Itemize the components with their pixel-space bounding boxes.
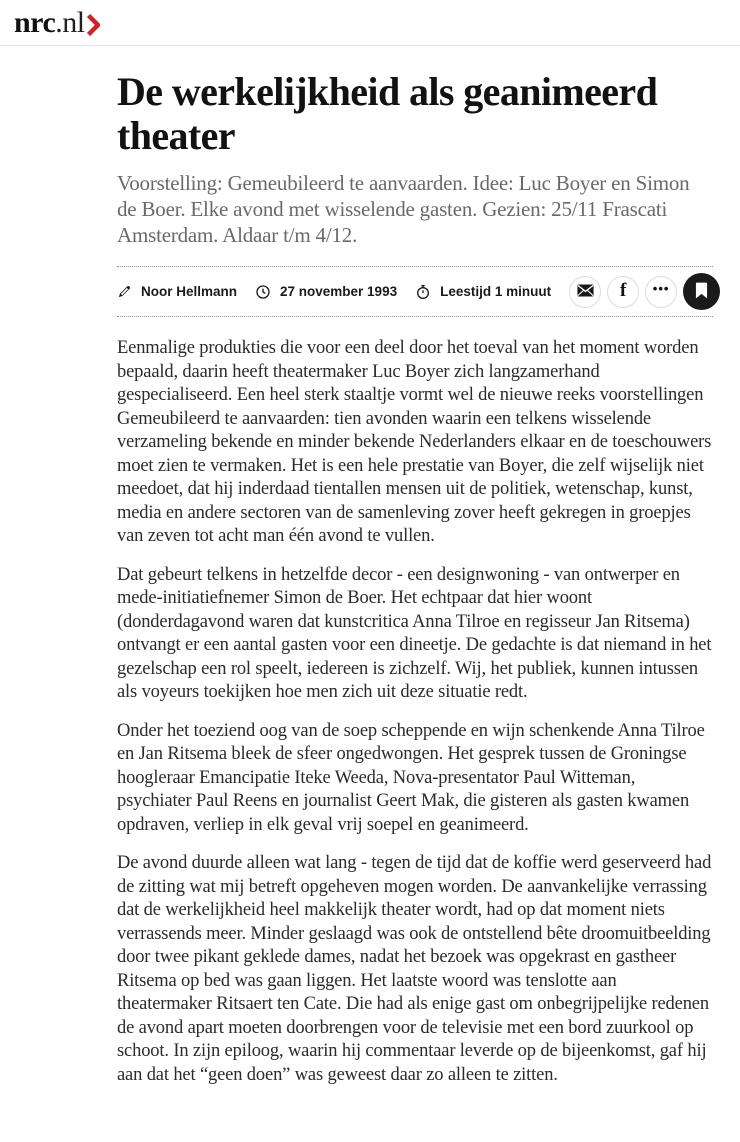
logo-text-light: .nl (55, 5, 85, 39)
more-options-icon: ••• (652, 281, 670, 296)
byline-bar (117, 266, 713, 317)
bookmark-icon (695, 282, 708, 302)
article-intro: Voorstelling: Gemeubileerd te aanvaarden. Idee: Luc Boyer en Simon de Boer. Elke avond met wisselende gasten. Gezien: 25/11 Frascati Amsterdam. Aldaar t/m 4/12. (117, 171, 690, 247)
nrc-logo[interactable] (14, 5, 100, 39)
bookmark-button[interactable] (683, 273, 720, 310)
share-facebook-button[interactable] (607, 276, 639, 308)
paragraph-1: Eenmalige produkties die voor een deel door het toeval van het moment worden bepaald, daarin heeft theatermaker Luc Boyer zich langzamerhand gespecialiseerd. Een heel sterk staaltje vormt wel de nieuwe reeks voorstellingen Gemeubileerd te aanvaarden: tien avonden waarin een telkens wisselende verzameling bekende en minder bekende Nederlanders elkaar en de toeschouwers moet zien te vermaken. Het is een hele prestatie van Boyer, die zelf wijselijk niet meedoet, dat hij inderdaad tientallen mensen uit de politiek, wetenschap, kunst, media en andere sectoren van de samenleving zover heeft gekregen in groepjes van zeven tot acht man één avond te vullen. (117, 338, 712, 546)
article-page (117, 46, 713, 1142)
stopwatch-icon (415, 284, 431, 300)
article-title: De werkelijkheid als geanimeerd theater (117, 69, 658, 158)
paragraph-4: De avond duurde alleen wat lang - tegen de tijd dat de koffie werd geserveerd had de zitting wat mij betreft opgeheven mogen worden. De aanvankelijke verrassing dat de werkelijkheid heel makkelijk theater wordt, had op dat moment niets verrassends meer. Minder geslaagd was ook de ontstellend bête droomuitbeelding door twee pikant geklede dames, nadat het bezoek was opgekrast en gastheer Ritsema op bed was gaan liggen. Het laatste woord was tenslotte aan theatermaker Ritsaert ten Cate. Die had als enige gast om onbegrijpelijke redenen de avond apart moeten doorbrengen voor de televisie met een bord zuurkool op schoot. In zijn epiloog, waarin hij commentaar leverde op de bijeenkomst, gaf hij aan dat het “geen doen” was geweest daar zo alleen te zitten. (117, 853, 712, 1085)
site-header (0, 0, 740, 46)
author-name[interactable]: Noor Hellmann (141, 284, 238, 299)
logo-text-bold: nrc (14, 5, 56, 39)
share-more-button[interactable] (645, 276, 677, 308)
chevron-right-icon (87, 14, 100, 36)
publish-date: 27 november 1993 (280, 284, 398, 299)
facebook-icon: f (619, 280, 627, 301)
byline-meta (117, 284, 569, 300)
share-buttons (569, 273, 720, 310)
clock-icon (255, 284, 271, 300)
pencil-icon (117, 284, 132, 299)
paragraph-3: Onder het toeziend oog van de soep scheppende en wijn schenkende Anna Tilroe en Jan Ritsema bleek de sfeer ongedwongen. Het gesprek tussen de Groningse hoogleraar Emancipatie Iteke Weeda, Nova-presentator Paul Witteman, psychiater Paul Reens en journalist Geert Mak, die gisteren als gasten kwamen opdraven, verliep in elk geval vrij soepel en geanimeerd. (117, 720, 705, 835)
paragraph-2: Dat gebeurt telkens in hetzelfde decor - een designwoning - van ontwerper en mede-initiatiefnemer Simon de Boer. Het echtpaar dat hier woont (donderdagavond waren dat kunstcritica Anna Tilroe en regisseur Jan Ritsema) ontvangt er een aantal gasten voor een dineetje. De gedachte is dat niemand in het gezelschap een rol speelt, iedereen is zichzelf. Wij, het publiek, kunnen intussen als voyeurs toekijken hoe men zich uit deze situatie redt. (117, 564, 712, 702)
share-email-button[interactable] (569, 276, 601, 308)
email-icon (577, 284, 594, 300)
article-body (117, 337, 713, 1142)
read-time: Leestijd 1 minuut (440, 284, 552, 299)
